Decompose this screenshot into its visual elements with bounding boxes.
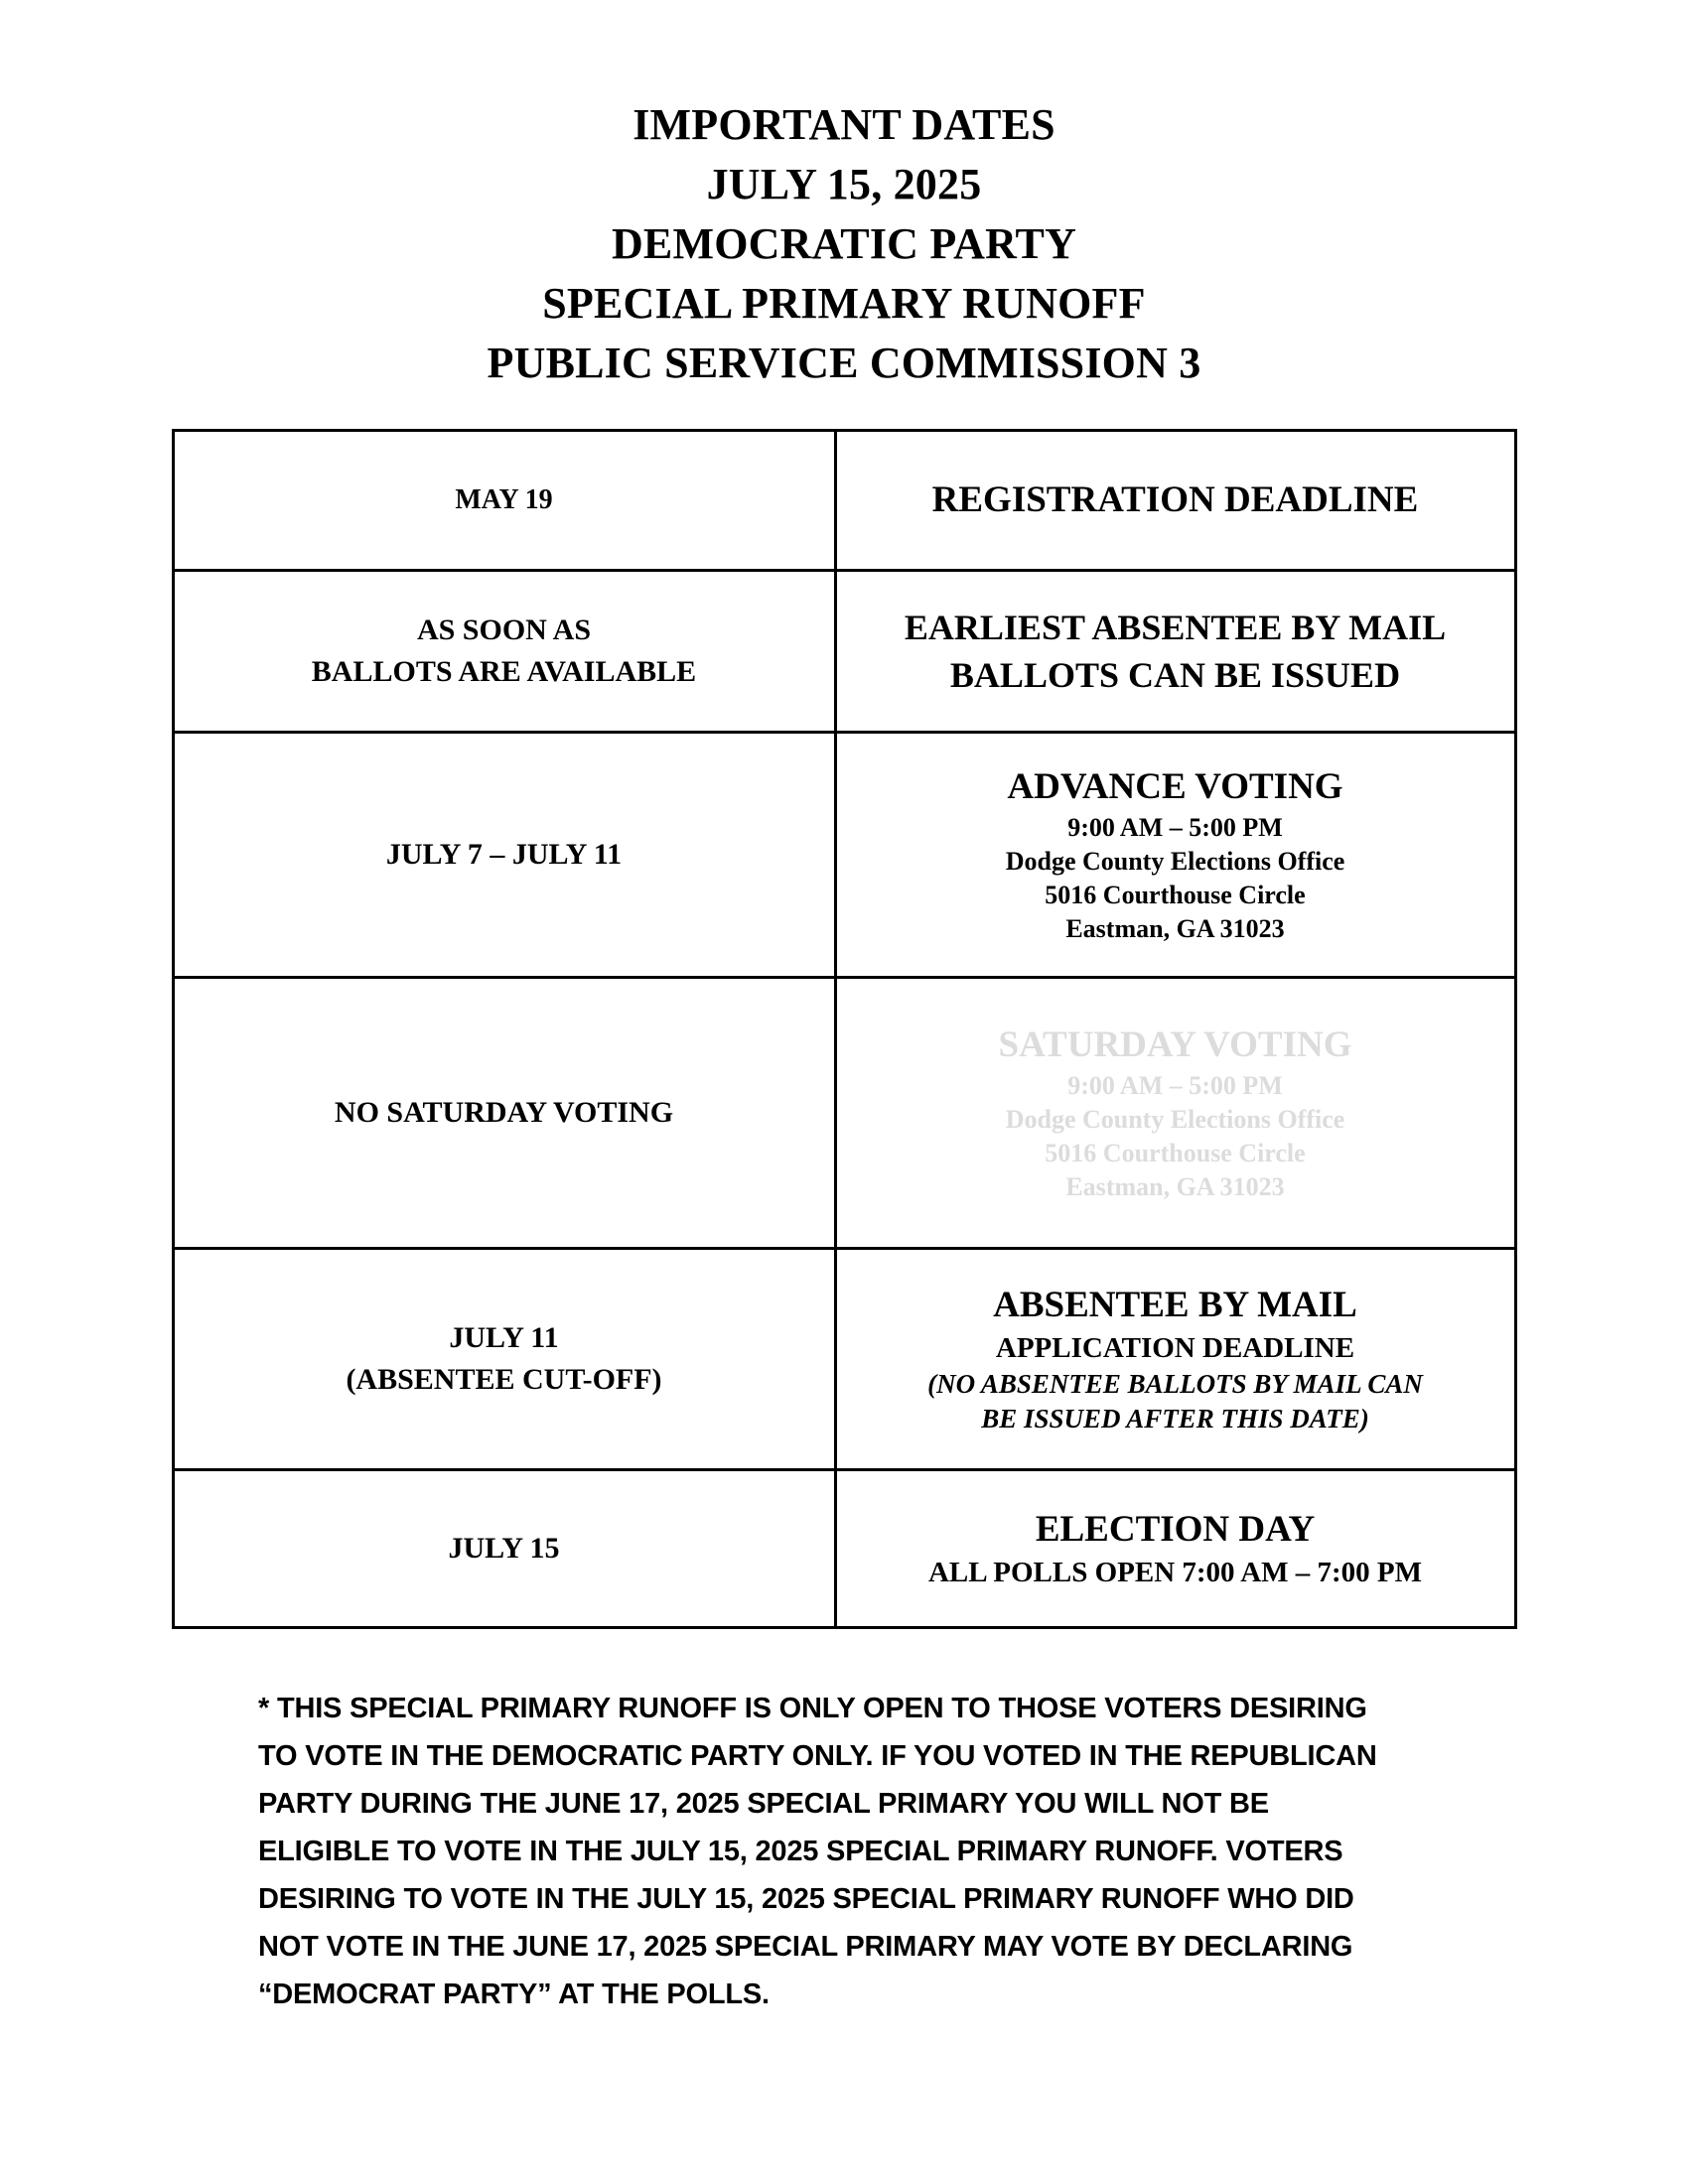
detail-title: ADVANCE VOTING	[1007, 766, 1343, 807]
footnote-line-5: DESIRING TO VOTE IN THE JULY 15, 2025 SPECIAL PRIMARY RUNOFF WHO DID	[258, 1883, 1354, 1915]
table-row-registration-deadline	[173, 431, 1515, 571]
footnote-line-4: ELIGIBLE TO VOTE IN THE JULY 15, 2025 SPECIAL PRIMARY RUNOFF. VOTERS	[258, 1836, 1343, 1867]
footnote-line-6: NOT VOTE IN THE JUNE 17, 2025 SPECIAL PRIMARY MAY VOTE BY DECLARING	[258, 1931, 1353, 1963]
detail-subline-street: 5016 Courthouse Circle	[1045, 1139, 1306, 1167]
detail-subline-hours: 9:00 AM – 5:00 PM	[1067, 813, 1283, 842]
header-line-office: PUBLIC SERVICE COMMISSION 3	[487, 339, 1201, 387]
detail-subline-hours: 9:00 AM – 5:00 PM	[1067, 1071, 1283, 1100]
footnote-line-3: PARTY DURING THE JUNE 17, 2025 SPECIAL PRIMARY YOU WILL NOT BE	[258, 1788, 1269, 1820]
footnote-line-7: “DEMOCRAT PARTY” AT THE POLLS.	[258, 1979, 770, 2010]
detail-title: REGISTRATION DEADLINE	[931, 479, 1419, 520]
detail-subline-citystatezip: Eastman, GA 31023	[1065, 1172, 1285, 1201]
date-text-line2: BALLOTS ARE AVAILABLE	[311, 655, 697, 688]
date-text-line1: AS SOON AS	[416, 614, 592, 646]
detail-title: ELECTION DAY	[1035, 1509, 1316, 1550]
table-row-advance-voting	[173, 733, 1515, 978]
detail-cell-saturday-voting	[835, 978, 1515, 1249]
date-text: MAY 19	[455, 484, 553, 515]
header-line-date: JULY 15, 2025	[706, 160, 982, 208]
detail-cell-registration	[835, 431, 1515, 571]
date-cell-absentee-cutoff	[173, 1249, 835, 1470]
date-cell-advance-voting	[173, 733, 835, 978]
date-text: JULY 7 – JULY 11	[385, 838, 623, 871]
date-cell-saturday-voting	[173, 978, 835, 1249]
detail-cell-absentee-by-mail	[835, 1249, 1515, 1470]
footnote-line-2: TO VOTE IN THE DEMOCRATIC PARTY ONLY. IF YOU VOTED IN THE REPUBLICAN	[258, 1740, 1377, 1772]
detail-subline-location-name: Dodge County Elections Office	[1005, 1105, 1345, 1134]
detail-cell-advance-voting	[835, 733, 1515, 978]
date-cell-ballots-available	[173, 571, 835, 733]
footnote-line-1: * THIS SPECIAL PRIMARY RUNOFF IS ONLY OPEN TO THOSE VOTERS DESIRING	[258, 1693, 1367, 1724]
document-header	[0, 0, 1688, 393]
detail-subline-poll-hours: ALL POLLS OPEN 7:00 AM – 7:00 PM	[927, 1557, 1423, 1588]
table-row-saturday-voting	[173, 978, 1515, 1249]
detail-subline-note-line2: BE ISSUED AFTER THIS DATE)	[981, 1404, 1369, 1433]
detail-cell-election-day	[835, 1470, 1515, 1628]
header-line-title: IMPORTANT DATES	[633, 100, 1055, 149]
footnote-block	[258, 1685, 1430, 2018]
date-cell-registration	[173, 431, 835, 571]
header-line-party: DEMOCRATIC PARTY	[611, 219, 1077, 268]
date-text-line1: JULY 11	[449, 1321, 559, 1354]
detail-title-line2: BALLOTS CAN BE ISSUED	[949, 655, 1401, 695]
table-row-election-day	[173, 1470, 1515, 1628]
detail-title: SATURDAY VOTING	[998, 1024, 1352, 1065]
detail-subline-note-line1: (NO ABSENTEE BALLOTS BY MAIL CAN	[927, 1369, 1423, 1399]
date-text-line2: (ABSENTEE CUT-OFF)	[346, 1363, 662, 1396]
table-row-absentee-by-mail	[173, 1249, 1515, 1470]
detail-subline-citystatezip: Eastman, GA 31023	[1065, 914, 1285, 943]
important-dates-table	[172, 429, 1517, 1629]
detail-subline-application-deadline: APPLICATION DEADLINE	[995, 1332, 1355, 1364]
header-line-election-type: SPECIAL PRIMARY RUNOFF	[542, 279, 1146, 328]
date-text: NO SATURDAY VOTING	[334, 1096, 674, 1129]
detail-title-line1: EARLIEST ABSENTEE BY MAIL	[904, 608, 1447, 647]
table-row-earliest-absentee	[173, 571, 1515, 733]
detail-subline-street: 5016 Courthouse Circle	[1045, 881, 1306, 909]
detail-title: ABSENTEE BY MAIL	[993, 1285, 1357, 1325]
detail-subline-location-name: Dodge County Elections Office	[1005, 847, 1345, 876]
date-cell-election-day	[173, 1470, 835, 1628]
date-text: JULY 15	[448, 1532, 560, 1565]
detail-cell-earliest-absentee	[835, 571, 1515, 733]
